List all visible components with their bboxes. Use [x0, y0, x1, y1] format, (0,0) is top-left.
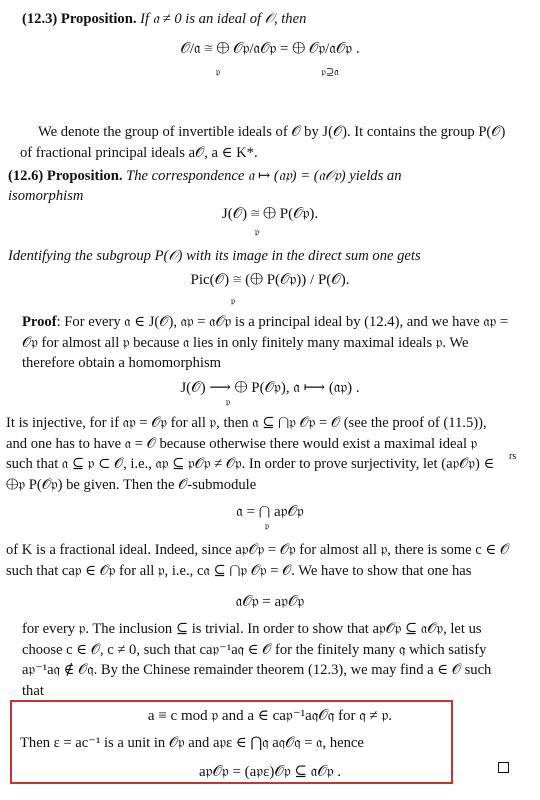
paragraph-invertible-ideals: We denote the group of invertible ideals of 𝒪 by J(𝒪). It contains the group P(𝒪) of fractional principal ideals a𝒪, a ∈ K*.: [20, 124, 506, 161]
equation-quotient: 𝒪/𝔞 ≅ ⨁ 𝒪𝔭/𝔞𝒪𝔭 = ⨁ 𝒪𝔭/𝔞𝒪𝔭 .: [180, 41, 360, 57]
paragraph-fractional-ideal: of K is a fractional ideal. Indeed, since a𝔭𝒪𝔭 = 𝒪𝔭 for almost all 𝔭, there is some c ∈ 𝒪 such that ca𝔭 ∈ 𝒪𝔭 for all 𝔭, i.e., c𝔞 ⊆ ⋂𝔭 𝒪𝔭 = 𝒪. We have to show that one has: [6, 542, 510, 579]
equation-intersection: 𝔞 = ⋂ a𝔭𝒪𝔭: [236, 504, 304, 520]
proposition-12-3: [22, 9, 306, 29]
qed-symbol: [498, 762, 509, 773]
prop-statement-cont: isomorphism: [8, 188, 84, 204]
paragraph-identifying: Identifying the subgroup P(𝒪) with its image in the direct sum one gets: [8, 248, 421, 264]
line-unit-epsilon: Then ε = ac⁻¹ is a unit in 𝒪𝔭 and a𝔭ε ∈ ⋂𝔮 a𝔮𝒪𝔮 = 𝔞, hence: [20, 735, 364, 751]
equation-final: a𝔭𝒪𝔭 = (a𝔭ε)𝒪𝔭 ⊆ 𝔞𝒪𝔭 .: [199, 764, 341, 780]
paragraph-injective: It is injective, for if 𝔞𝔭 = 𝒪𝔭 for all 𝔭, then 𝔞 ⊆ ⋂𝔭 𝒪𝔭 = 𝒪 (see the proof of (11.5)), and one has to have 𝔞 = 𝒪 because otherwise there would exist a maximal ideal 𝔭 such that 𝔞 ⊆ 𝔭 ⊂ 𝒪, i.e., 𝔞𝔭 ⊆ 𝔭𝒪𝔭 ≠ 𝒪𝔭. In order to prove surjectivity, let (a𝔭𝒪𝔭) ∈ ⨁𝔭 P(𝒪𝔭) be given. Then the 𝒪-submodule: [6, 415, 495, 493]
prop-heading: Proposition.: [60, 11, 137, 27]
equation-chinese-remainder: a ≡ c mod 𝔭 and a ∈ ca𝔭⁻¹a𝔮𝒪𝔮 for 𝔮 ≠ 𝔭.: [147, 708, 393, 724]
prop-statement: The correspondence 𝔞 ↦ (𝔞𝔭) = (𝔞𝒪𝔭) yields an: [126, 168, 402, 184]
equation-intersection-sub: 𝔭: [264, 521, 270, 532]
proof-text: : For every 𝔞 ∈ J(𝒪), 𝔞𝔭 = 𝔞𝒪𝔭 is a principal ideal by (12.4), and we have 𝔞𝔭 = 𝒪𝔭 for almost all 𝔭 because 𝔞 lies in only finitely many maximal ideals 𝔭. We therefore obtain a homomorphism: [22, 314, 509, 371]
equation-quotient-sub-left: 𝔭: [215, 67, 221, 78]
prop-heading: Proposition.: [46, 168, 123, 184]
equation-isomorphism-sub: 𝔭: [254, 227, 260, 238]
prop-number: (12.6): [8, 168, 44, 184]
paragraph-inclusion: for every 𝔭. The inclusion ⊆ is trivial. In order to show that a𝔭𝒪𝔭 ⊆ 𝔞𝒪𝔭, let us choose c ∈ 𝒪, c ≠ 0, such that ca𝔭⁻¹a𝔮 ∈ 𝒪 for the finitely many 𝔮 which satisfy a𝔭⁻¹a𝔮 ∉ 𝒪𝔮. By the Chinese remainder theorem (12.3), we may find a ∈ 𝒪 such that: [22, 621, 492, 699]
equation-homomorphism: J(𝒪) ⟶ ⨁ P(𝒪𝔭), 𝔞 ⟼ (𝔞𝔭) .: [180, 380, 360, 396]
proposition-12-6: [8, 166, 402, 186]
prop-number: (12.3): [22, 11, 58, 27]
equation-isomorphism: J(𝒪) ≅ ⨁ P(𝒪𝔭).: [221, 206, 319, 222]
proof-label: Proof: [22, 314, 57, 330]
equation-to-show: 𝔞𝒪𝔭 = a𝔭𝒪𝔭: [235, 594, 305, 610]
equation-picard: Pic(𝒪) ≅ (⨁ P(𝒪𝔭)) / P(𝒪).: [190, 272, 350, 288]
margin-annotation: rs: [509, 451, 517, 462]
prop-statement: If 𝔞 ≠ 0 is an ideal of 𝒪, then: [140, 11, 307, 27]
equation-picard-sub: 𝔭: [230, 296, 236, 307]
proof-paragraph: [22, 312, 514, 374]
equation-quotient-sub-right: 𝔭⊇𝔞: [321, 67, 339, 78]
equation-homomorphism-sub: 𝔭: [225, 397, 231, 408]
